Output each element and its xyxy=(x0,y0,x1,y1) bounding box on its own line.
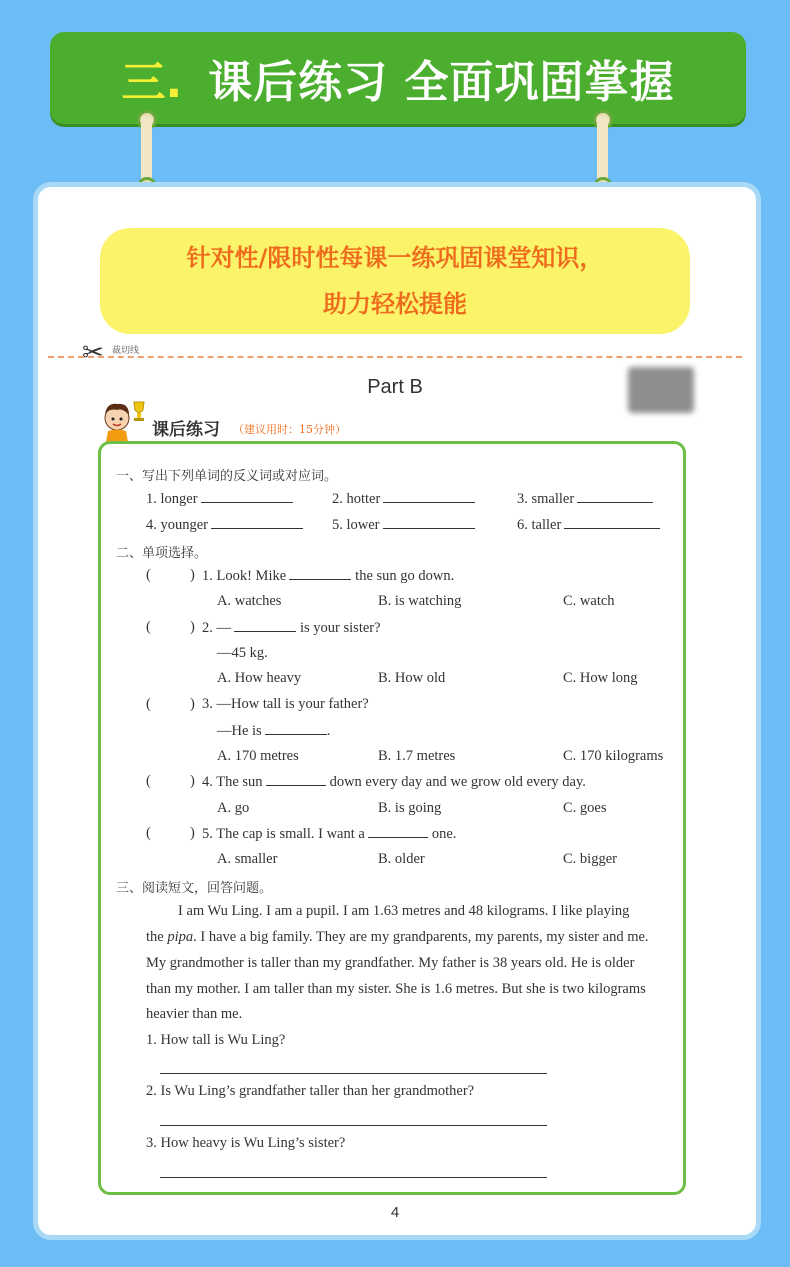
q4-option-c: C. goes xyxy=(563,800,607,816)
q1-option-a: A. watches xyxy=(217,593,282,609)
banner-number: 三. xyxy=(121,57,183,108)
passage-line: the pipa. I have a big family. They are my grandparents, my parents, my sister and me. xyxy=(146,929,649,945)
reading-question: 2. Is Wu Ling’s grandfather taller than her grandmother? xyxy=(146,1083,475,1099)
section1-heading: 一、写出下列单词的反义词或对应词。 xyxy=(116,469,338,484)
passage-line: than my mother. I am taller than my sister. She is 1.6 metres. But she is two kilograms xyxy=(146,981,646,997)
answer-paren-open: ( xyxy=(146,696,151,712)
reading-question: 3. How heavy is Wu Ling’s sister? xyxy=(146,1135,346,1151)
question-2-stem: 2. — is your sister? xyxy=(202,620,381,636)
q3-option-b: B. 1.7 metres xyxy=(378,748,456,764)
vocab-item: 3. smaller xyxy=(517,490,653,508)
answer-line xyxy=(160,1125,547,1126)
passage-line: My grandmother is taller than my grandfather. My father is 38 years old. He is older xyxy=(146,955,635,971)
section3-heading: 三、阅读短文，回答问题。 xyxy=(116,881,273,896)
answer-line xyxy=(160,1177,547,1178)
exercise-title: 课后练习 xyxy=(152,420,220,440)
answer-paren-close: ) xyxy=(190,567,195,583)
q3-reply: —He is . xyxy=(217,723,331,739)
exercise-time-hint: （建议用时：15分钟） xyxy=(233,423,346,436)
section-banner xyxy=(50,32,746,124)
q1-option-c: C. watch xyxy=(563,593,615,609)
q1-option-b: B. is watching xyxy=(378,593,462,609)
q5-option-b: B. older xyxy=(378,851,425,867)
answer-paren-open: ( xyxy=(146,825,151,841)
q2-reply: —45 kg. xyxy=(217,645,268,661)
question-4-stem: 4. The sun down every day and we grow old every day. xyxy=(202,774,586,790)
reading-question: 1. How tall is Wu Ling? xyxy=(146,1032,286,1048)
answer-paren-open: ( xyxy=(146,773,151,789)
answer-paren-close: ) xyxy=(190,825,195,841)
cut-line xyxy=(48,356,742,358)
answer-paren-open: ( xyxy=(146,619,151,635)
note-line-1: 针对性/限时性每课一练巩固课堂知识， xyxy=(186,244,604,272)
mascot-trophy-icon xyxy=(98,398,148,442)
feature-note xyxy=(100,228,690,334)
vocab-item: 5. lower xyxy=(332,516,475,534)
vocab-item: 1. longer xyxy=(146,490,293,508)
vocab-item: 4. younger xyxy=(146,516,303,534)
question-5-stem: 5. The cap is small. I want a one. xyxy=(202,826,457,842)
blurred-qr-code xyxy=(628,367,694,413)
answer-line xyxy=(160,1073,547,1074)
q3-option-a: A. 170 metres xyxy=(217,748,299,764)
hanger-post-left xyxy=(141,116,152,182)
cut-line-label: 裁切线 xyxy=(112,346,140,356)
part-title: Part B xyxy=(367,376,423,398)
passage-line: I am Wu Ling. I am a pupil. I am 1.63 metres and 48 kilograms. I like playing xyxy=(178,903,630,919)
q4-option-b: B. is going xyxy=(378,800,442,816)
section2-heading: 二、单项选择。 xyxy=(116,546,208,561)
answer-paren-close: ) xyxy=(190,696,195,712)
note-line-2: 助力轻松提能 xyxy=(323,290,467,318)
question-3-stem: 3. —How tall is your father? xyxy=(202,696,369,712)
question-1-stem: 1. Look! Mike the sun go down. xyxy=(202,568,455,584)
q5-option-a: A. smaller xyxy=(217,851,278,867)
banner-title: 课后练习 全面巩固掌握 xyxy=(208,57,675,108)
q2-option-c: C. How long xyxy=(563,670,638,686)
scissors-icon: ✂ xyxy=(82,338,104,368)
hanger-post-right xyxy=(597,116,608,182)
q4-option-a: A. go xyxy=(217,800,250,816)
vocab-item: 2. hotter xyxy=(332,490,475,508)
answer-paren-close: ) xyxy=(190,773,195,789)
passage-line: heavier than me. xyxy=(146,1006,243,1022)
q3-option-c: C. 170 kilograms xyxy=(563,748,664,764)
q2-option-b: B. How old xyxy=(378,670,446,686)
q2-option-a: A. How heavy xyxy=(217,670,302,686)
answer-paren-close: ) xyxy=(190,619,195,635)
q5-option-c: C. bigger xyxy=(563,851,617,867)
answer-paren-open: ( xyxy=(146,567,151,583)
page-number: 4 xyxy=(390,1204,400,1221)
vocab-item: 6. taller xyxy=(517,516,660,534)
